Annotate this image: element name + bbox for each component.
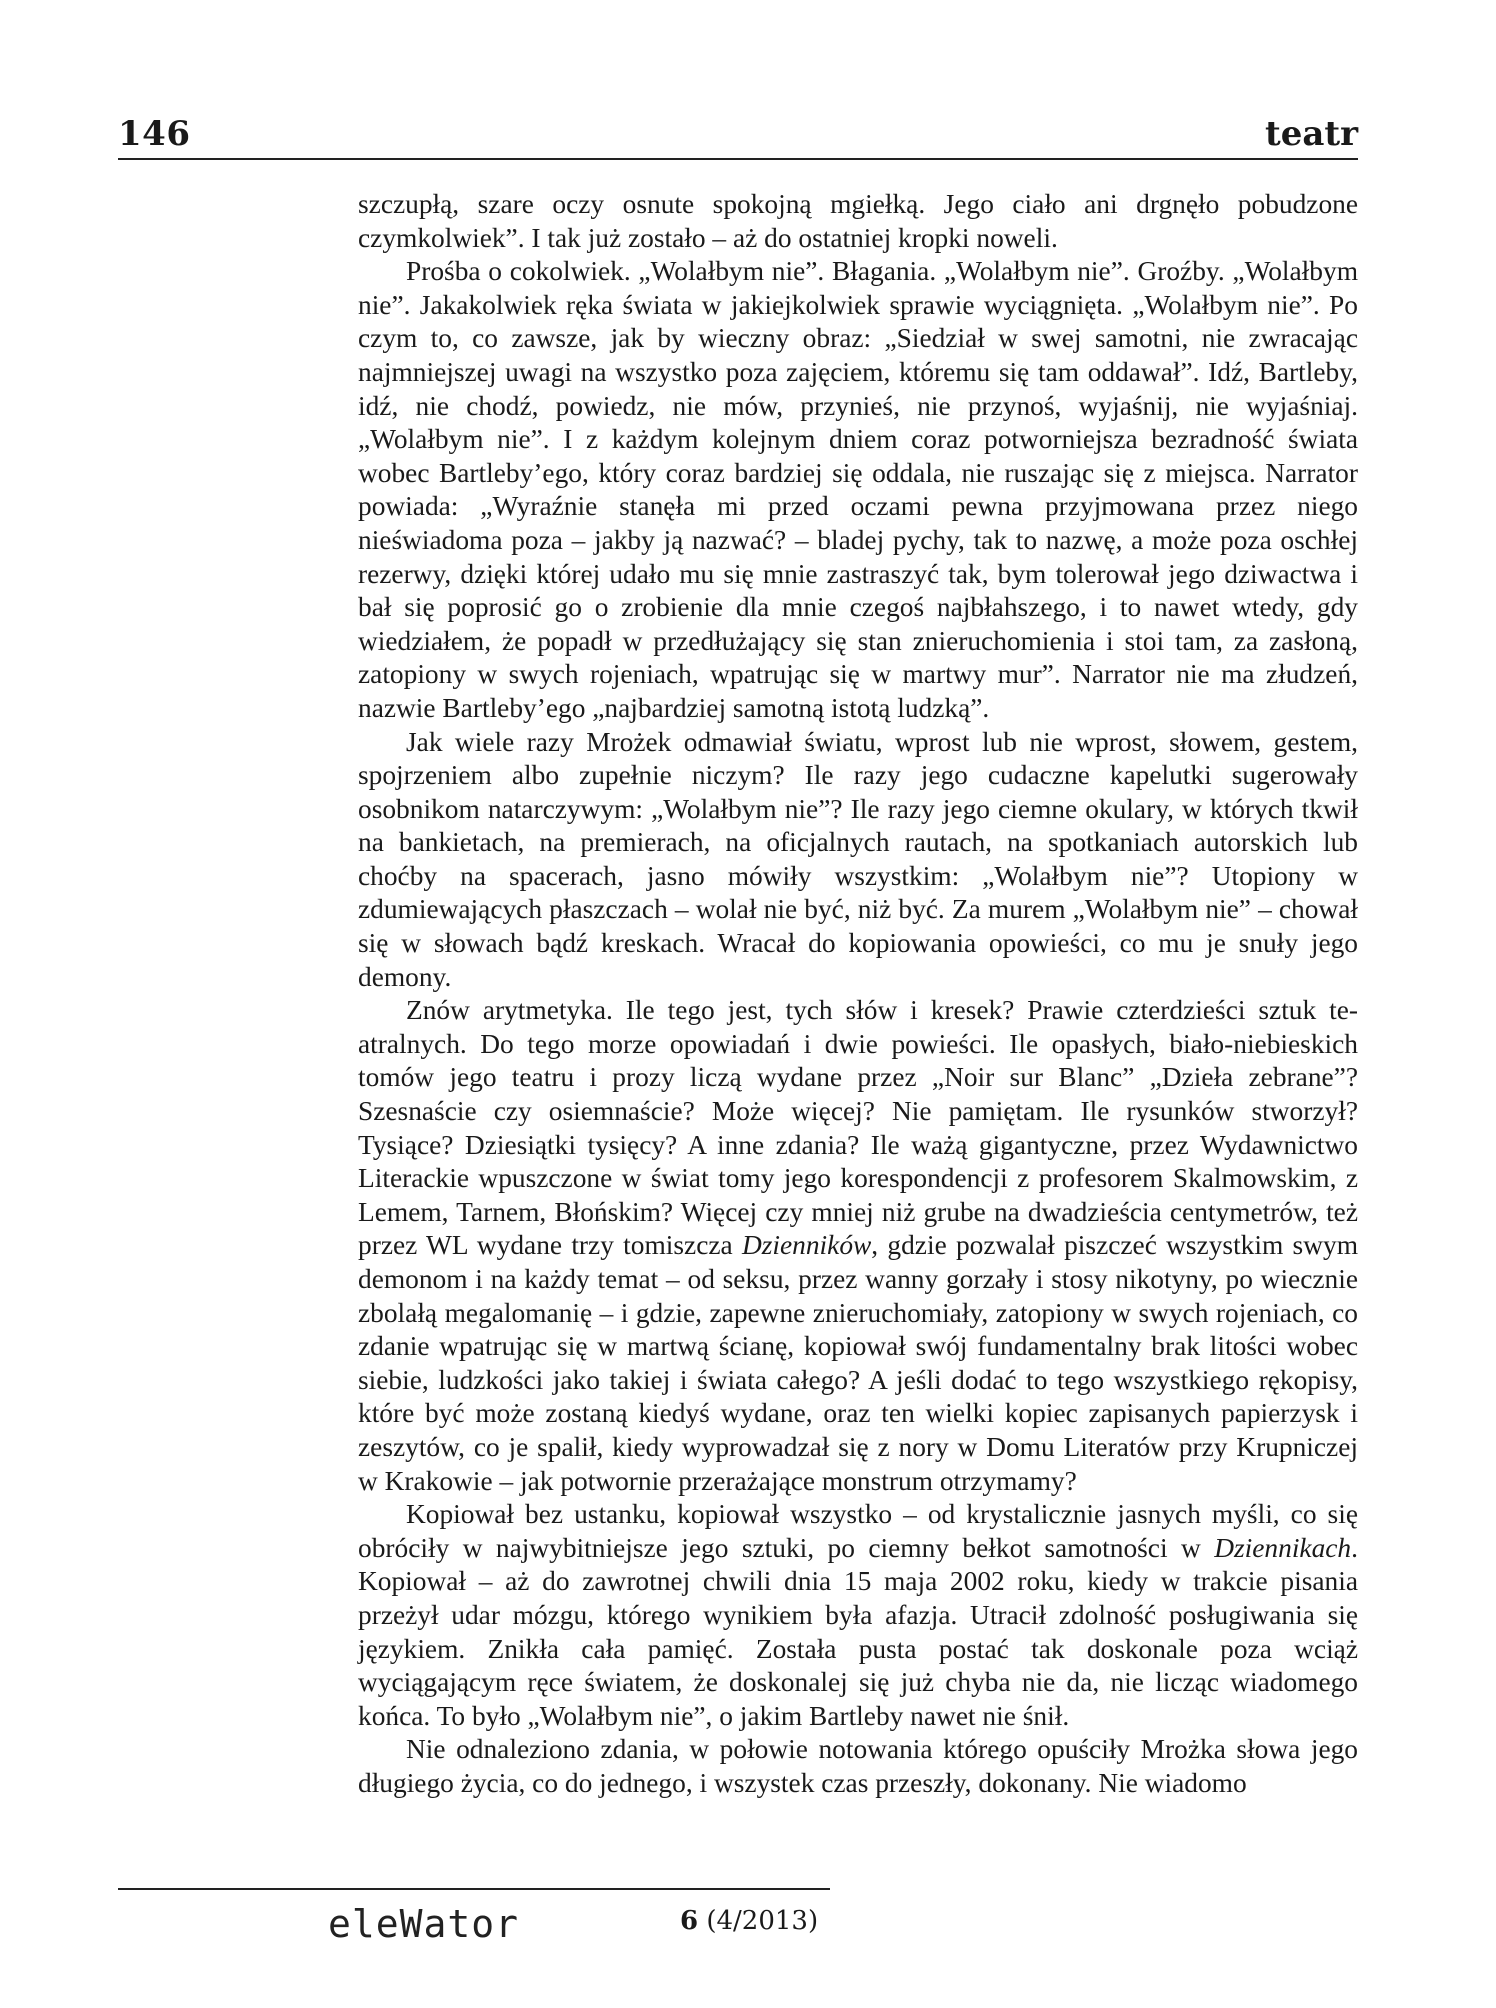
paragraph bbox=[358, 1498, 1358, 1733]
italic-title: Dziennikach bbox=[1214, 1532, 1352, 1563]
page-number: 146 bbox=[118, 114, 191, 154]
section-title: teatr bbox=[1265, 114, 1358, 154]
text-segment: . Kopiował – aż do zawrotnej chwili dnia 15 maja 2002 roku, kiedy w trakcie pisania przeżył udar mózgu, którego wynikiem była afazja. Utracił zdolność posługiwania się językiem. Znikła cała pamięć. Została pusta postać tak doskonale poza wciąż wyciągającym ręce światem, że doskonalej się już chyba nie da, nie licząc wiadomego końca. To było „Wolałbym nie”, o jakim Bartleby nawet nie śnił. bbox=[358, 1532, 1358, 1731]
issue-detail: (4/2013) bbox=[706, 1906, 819, 1936]
text-segment: Kopiował bez ustanku, kopiował wszystko – od krystalicznie jasnych myśli, co się obróciły w najwybitniejsze jego sztuki, po ciemny bełkot samotności w bbox=[358, 1499, 1358, 1563]
italic-title: Dzienników bbox=[741, 1230, 872, 1261]
paragraph bbox=[358, 994, 1358, 1498]
text-segment: Znów arytmetyka. Ile tego jest, tych słów i kresek? Prawie czterdzieści sztuk teatralnych. Do tego morze opowiadań i dwie powieści. Ile opasłych, biało-niebieskich tomów jego teatru i prozy liczą wydane przez „Noir sur Blanc” „Dzieła zebrane”? Szesnaście czy osiemnaście? Może więcej? Nie pamiętam. Ile rysunków stworzył? Tysiące? Dziesiątki tysięcy? A inne zdania? Ile ważą gigantyczne, przez Wydawnictwo Literackie wpuszczone w świat tomy jego korespondencji z profesorem Skalmowskim, z Lemem, Tarnem, Błońskim? Więcej czy mniej niż grube na dwadzieścia centymetrów, też przez WL wydane trzy tomiszcza bbox=[358, 995, 1358, 1261]
journal-logo: eleWator bbox=[328, 1902, 520, 1946]
text-segment: szczupłą, szare oczy osnute spokojną mgiełką. Jego ciało ani drgnęło pobudzone czymkolwiek”. I tak już zostało – aż do ostatniej kropki noweli. bbox=[358, 189, 1358, 253]
footer-rule bbox=[118, 1888, 830, 1890]
header-rule bbox=[118, 158, 1358, 160]
paragraph bbox=[358, 1733, 1358, 1800]
text-segment: Jak wiele razy Mrożek odmawiał światu, wprost lub nie wprost, słowem, gestem, spojrzeniem albo zupełnie niczym? Ile razy jego cudaczne kapelutki sugerowały osobnikom natarczywym: „Wolałbym nie”? Ile razy jego ciemne okulary, w których tkwił na bankietach, na premierach, na oficjalnych rautach, na spotkaniach autorskich lub choćby na spacerach, jasno mówiły wszystkim: „Wolałbym nie”? Utopiony w zdumiewających płaszczach – wolał nie być, niż być. Za murem „Wolałbym nie” – chował się w słowach bądź kreskach. Wracał do kopiowania opowieści, co mu je snuły jego demony. bbox=[358, 726, 1358, 992]
article-body bbox=[358, 188, 1358, 1801]
text-segment: Prośba o cokolwiek. „Wolałbym nie”. Błagania. „Wolałbym nie”. Groźby. „Wolałbym nie”. Jakakolwiek ręka świata w jakiejkolwiek sprawie wyciągnięta. „Wolałbym nie”. Po czym to, co zawsze, jak by wieczny obraz: „Siedział w swej samotni, nie zwracając najmniejszej uwagi na wszystko poza zajęciem, któremu się tam oddawał”. Idź, Bartleby, idź, nie chodź, powiedz, nie mów, przynieś, nie przynoś, wyjaśnij, nie wyjaśniaj. „Wolałbym nie”. I z każdym kolejnym dniem coraz potworniejsza bezradność świata wobec Bartleby’ego, który coraz bardziej się oddala, nie ruszając się z miejsca. Narrator powiada: „Wyraźnie stanęła mi przed oczami pewna przyjmowana przez niego nieświadoma poza – jakby ją nazwać? – bladej pychy, tak to nazwę, a może poza oschłej rezerwy, dzięki której udało mu się mnie zastraszyć tak, bym tolerował jego dziwactwa i bał się poprosić go o zrobienie dla mnie czegoś najbłahszego, i to nawet wtedy, gdy wiedziałem, że popadł w przedłużający się stan znieruchomienia i stoi tam, za zasłoną, zatopiony w swych rojeniach, wpatrując się w martwy mur”. Narrator nie ma złudzeń, nazwie Bartleby’ego „najbardziej samotną istotą ludzką”. bbox=[358, 256, 1358, 723]
issue-number: 6 bbox=[680, 1906, 699, 1936]
text-segment: Nie odnaleziono zdania, w połowie notowania którego opuściły Mrożka słowa jego długiego życia, co do jednego, i wszystek czas przeszły, dokonany. Nie wiadomo bbox=[358, 1734, 1358, 1798]
paragraph bbox=[358, 726, 1358, 995]
paragraph bbox=[358, 255, 1358, 725]
text-segment: , gdzie pozwalał piszczeć wszystkim swym demonom i na każdy temat – od seksu, przez wanny gorzały i stosy nikotyny, po wiecznie zbolałą megalomanię – i gdzie, zapewne znieruchomiały, zatopiony w swych rojeniach, co zdanie wpatrując się w martwą ścianę, kopiował swój fundamentalny brak litości wobec siebie, ludzkości jako takiej i świata całego? A jeśli dodać to tego wszystkiego rękopisy, które być może zostaną kiedyś wydane, oraz ten wielki kopiec zapisanych papierzysk i zeszytów, co je spalił, kiedy wyprowadzał się z nory w Domu Literatów przy Krupniczej w Krakowie – jak potwornie przerażające monstrum otrzymamy? bbox=[358, 1230, 1358, 1496]
paragraph bbox=[358, 188, 1358, 255]
issue-info bbox=[680, 1906, 818, 1936]
